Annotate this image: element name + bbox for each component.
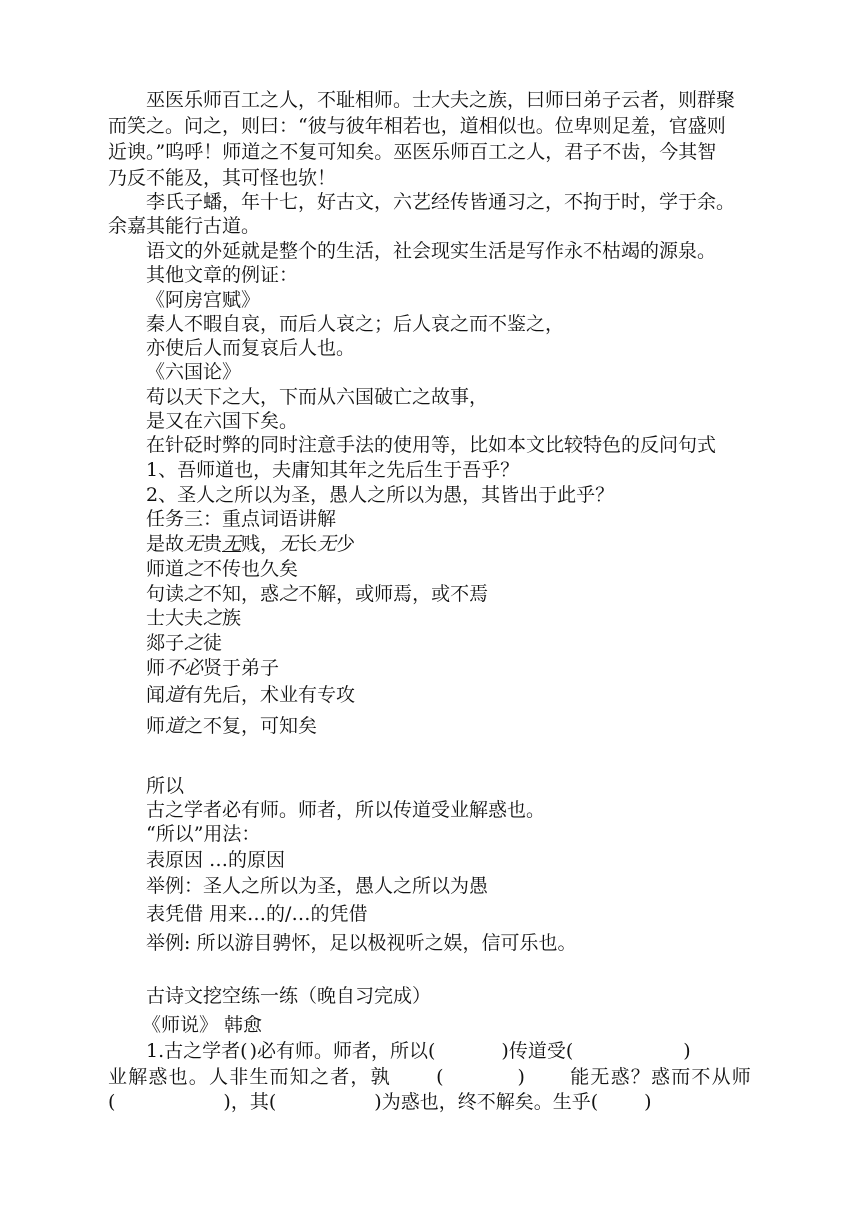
emphasis: 无 [184,533,204,555]
blank-close: ) [249,1040,257,1062]
text-line: 举例：圣人之所以为圣，愚人之所以为愚 [146,875,489,897]
emphasis: 之 [184,632,204,654]
blank-close: ) [501,1040,509,1062]
vocab-line-5 [146,631,222,655]
vocab-line-8 [146,714,317,738]
section-heading: 所以 [146,775,185,797]
emphasis: 无 [279,533,299,555]
text: 不传也久矣 [203,558,299,580]
text: 徒 [203,632,223,654]
text-line: 古之学者必有师。师者，所以传道受业解惑也。 [146,799,546,821]
text: 巫医乐师百工之人，不耻相师。士大夫之族，曰师曰弟子云者，则群聚 [146,89,736,111]
blank-open: ( [436,1066,444,1088]
exercise-heading: 古诗文挖空练一练（晚自习完成） [146,985,432,1007]
text: 必有师。师者，所以 [256,1040,428,1062]
blank-open: ( [590,1091,599,1113]
text: 贱， [241,533,280,555]
blank-open: ( [565,1040,574,1062]
vocab-line-4 [146,606,241,630]
emphasis: 之 [184,583,204,605]
text: 传道受 [508,1040,566,1062]
blank-open: ( [108,1091,116,1113]
text-line: 《六国论》 [146,361,242,383]
text: 闻 [146,684,166,706]
emphasis: 无 [222,533,242,555]
text: 贵 [203,533,223,555]
text: 之不复，可知矣 [184,715,318,737]
blank-group [436,1065,525,1089]
text: 为惑也，终不解矣。生乎 [381,1091,591,1113]
text-line: 是又在六国下矣。 [146,410,299,432]
exercise-row-3 [108,1090,752,1114]
blank-close: ) [517,1066,525,1088]
text: 少 [336,533,356,555]
vocab-line-2 [146,557,298,581]
emphasis: 之 [184,558,204,580]
text-line: 亦使后人而复哀后人也。 [146,337,356,359]
text: 不解，或师焉，或不焉 [298,583,489,605]
section-heading: 任务三：重点词语讲解 [146,508,337,530]
text: ，其 [230,1091,269,1113]
blank-close: ) [223,1091,231,1113]
paragraph-1-line-2: 而笑之。问之，则曰：“彼与彼年相若也，道相似也。位卑则足羞，官盛则 [108,115,726,137]
text-line: 在针砭时弊的同时注意手法的使用等，比如本文比较特色的反问句式 [146,434,717,456]
text: 师 [146,715,166,737]
paragraph-2-line-1: 李氏子蟠，年十七，好古文，六艺经传皆通习之，不拘于时，学于余。 [146,191,736,213]
blank-open: ( [240,1040,248,1062]
text: 1.古之学者 [146,1040,241,1062]
paragraph-2-line-2: 余嘉其能行古道。 [108,215,261,237]
text: 不知，惑 [203,583,280,605]
vocab-line-1 [146,532,355,556]
blank-close: ) [374,1091,382,1113]
text-line: 1、吾师道也，夫庸知其年之先后生于吾乎？ [146,459,520,481]
emphasis: 道 [165,715,185,737]
text: 贤于弟子 [203,657,280,679]
blank-open: ( [268,1091,277,1113]
blank-open: ( [428,1040,436,1062]
exercise-row-1 [108,1039,752,1063]
emphasis: 无 [317,533,337,555]
paragraph-1-line-3: 近谀。”呜呼！师道之不复可知矣。巫医乐师百工之人，君子不齿，今其智 [108,141,717,163]
paragraph-1-line-4: 乃反不能及，其可怪也欤！ [108,167,337,189]
text-line: 举例: 所以游目骋怀，足以极视听之娱，信可乐也。 [146,932,577,954]
vocab-line-7 [146,683,355,707]
text: 郯子 [146,632,185,654]
text-line: 苟以天下之大，下而从六国破亡之故事， [146,386,489,408]
emphasis: 之 [203,607,223,629]
text-line: 其他文章的例证： [146,264,299,286]
text: 是故 [146,533,185,555]
text: 士大夫 [146,607,204,629]
text: 有先后，术业有专攻 [184,684,356,706]
emphasis: 不必 [165,657,204,679]
text: 师 [146,657,166,679]
text: 师道 [146,558,185,580]
text-line: 语文的外延就是整个的生活，社会现实生活是写作永不枯竭的源泉。 [146,240,717,262]
text-line: 秦人不暇自哀，而后人哀之；后人哀之而不鉴之， [146,313,565,335]
text: 长 [298,533,318,555]
exercise-row-2 [108,1065,752,1089]
text-line: 表凭借 用来…的/…的凭借 [146,903,368,925]
blank-close: ) [683,1040,691,1062]
emphasis: 道 [165,684,185,706]
text-line: “所以”用法： [146,823,261,845]
text: 能无惑？惑而不从师 [570,1066,752,1088]
vocab-line-3 [146,582,488,606]
vocab-line-6 [146,656,279,680]
text-line: 2、圣人之所以为圣，愚人之所以为愚，其皆出于此乎？ [146,484,615,506]
text: 句读 [146,583,185,605]
text: 族 [222,607,242,629]
text-line: 表原因 …的原因 [146,849,286,871]
emphasis: 之 [279,583,299,605]
blank-close: ) [644,1091,652,1113]
paragraph-1-line-1 [108,88,752,112]
exercise-title: 《师说》 韩愈 [142,1014,263,1036]
text: 业解惑也。人非生而知之者，孰 [108,1066,391,1088]
text-line: 《阿房宫赋》 [146,289,261,311]
